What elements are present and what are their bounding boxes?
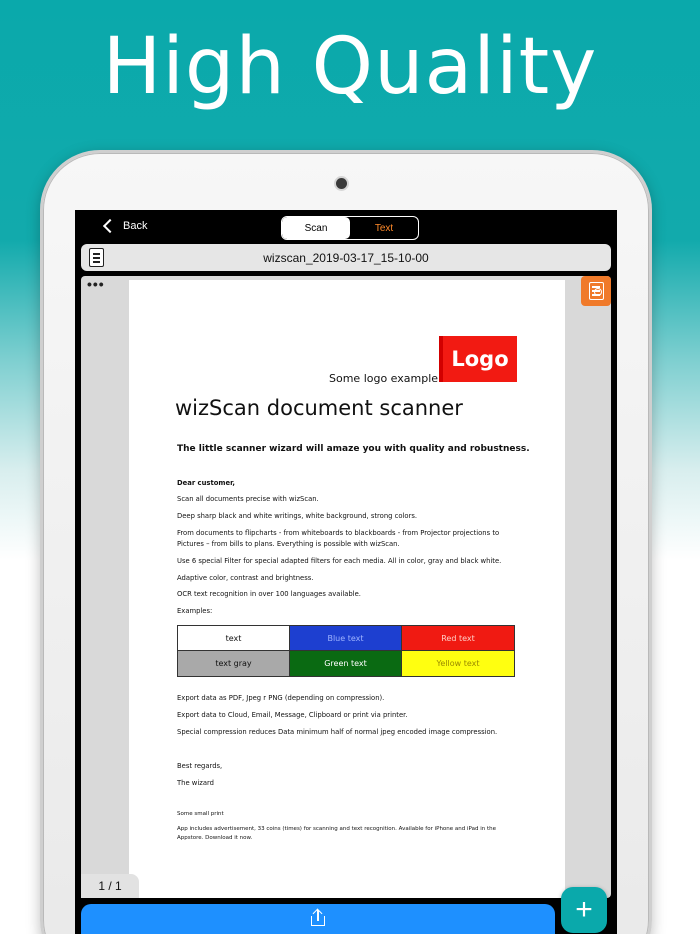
navbar xyxy=(75,210,617,244)
back-label: Back xyxy=(123,220,148,232)
example-cell: Blue text xyxy=(290,626,402,651)
paragraph: Scan all documents precise with wizScan. xyxy=(177,495,319,503)
camera-icon xyxy=(336,178,347,189)
paragraph: Use 6 special Filter for special adapted filters for each media. All in color, gray and black white. xyxy=(177,557,502,565)
scanned-page[interactable] xyxy=(129,280,565,898)
headline: High Quality xyxy=(102,22,598,112)
ocr-search-icon[interactable] xyxy=(581,276,611,306)
example-cell: text gray xyxy=(178,651,290,676)
add-scan-button[interactable]: + xyxy=(561,887,607,933)
document-viewer xyxy=(81,276,611,898)
example-cell: Red text xyxy=(402,626,514,651)
closing: Best regards, xyxy=(177,762,223,770)
scan-text-segmented-control xyxy=(281,216,419,240)
back-button[interactable] xyxy=(105,220,147,232)
app-screen xyxy=(75,210,617,934)
paragraph: Special compression reduces Data minimum half of normal jpeg encoded image compression. xyxy=(177,728,498,736)
example-cell: Yellow text xyxy=(402,651,514,676)
filename-bar[interactable] xyxy=(81,244,611,271)
paragraph: Export data to Cloud, Email, Message, Clipboard or print via printer. xyxy=(177,711,408,719)
document-title: wizScan document scanner xyxy=(175,396,463,420)
logo-caption: Some logo example xyxy=(329,372,439,385)
signature: The wizard xyxy=(177,779,214,787)
share-icon[interactable] xyxy=(311,910,325,926)
small-print: App includes advertisement, 33 coins (times) for scanning and text recognition. Available for iPhone and iPad in the Appstore. Download it now. xyxy=(177,826,497,841)
small-print-title: Some small print xyxy=(177,811,224,817)
logo-image: Logo xyxy=(439,336,517,382)
filename: wizscan_2019-03-17_15-10-00 xyxy=(263,251,429,265)
paragraph: Export data as PDF, Jpeg r PNG (depending on compression). xyxy=(177,694,385,702)
paragraph: Adaptive color, contrast and brightness. xyxy=(177,574,314,582)
segment-text[interactable]: Text xyxy=(374,222,394,234)
page-indicator: 1 / 1 xyxy=(81,874,139,898)
paragraph: OCR text recognition in over 100 languages available. xyxy=(177,590,361,598)
example-cell: Green text xyxy=(290,651,402,676)
more-dots-icon[interactable]: ••• xyxy=(87,276,105,292)
paragraph: Examples: xyxy=(177,607,213,615)
paragraph: From documents to flipcharts - from whiteboards to blackboards - from Projector projections to Pictures – from bills to plans. Everything is possible with wizScan. xyxy=(177,529,500,548)
bottom-toolbar xyxy=(81,904,555,934)
greeting: Dear customer, xyxy=(177,479,236,487)
color-examples-table xyxy=(177,625,515,677)
segment-scan[interactable]: Scan xyxy=(282,217,350,239)
example-cell: text xyxy=(178,626,290,651)
chevron-left-icon xyxy=(103,219,117,233)
document-tagline: The little scanner wizard will amaze you with quality and robustness. xyxy=(177,444,530,454)
paragraph: Deep sharp black and white writings, white background, strong colors. xyxy=(177,512,418,520)
